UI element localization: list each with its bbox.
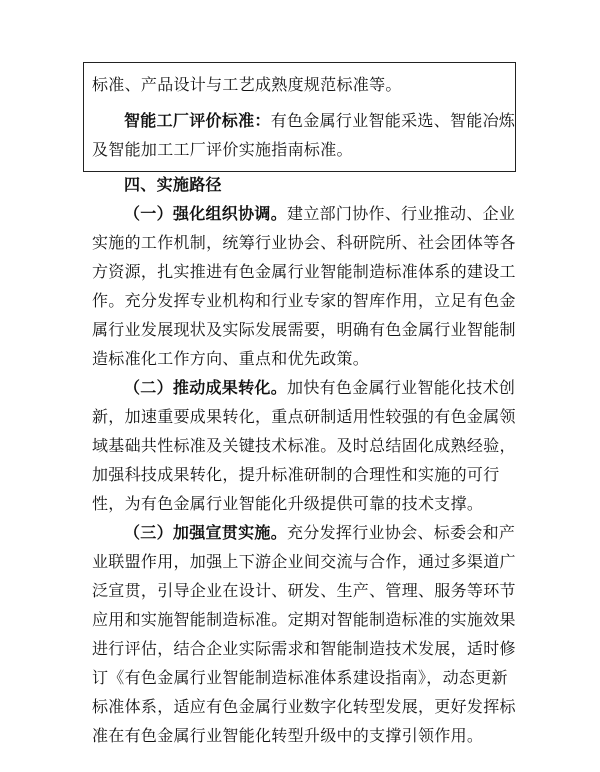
- p1-line-3: 方资源，扎实推进有色金属行业智能制造标准体系的建设工: [92, 262, 516, 281]
- p3-line-4: 应用和实施智能制造标准。定期对智能制造标准的实施效果: [92, 610, 516, 629]
- item-text-2: 及智能加工工厂评价实施指南标准。: [92, 140, 353, 159]
- box-item-line-1: [124, 110, 515, 132]
- p3-text-1: 充分发挥行业协会、标委会和产: [287, 523, 516, 542]
- section-heading: 四、实施路径: [124, 175, 222, 194]
- box-item-line-2: [92, 139, 353, 161]
- p2-line-4: 加强科技成果转化，提升标准研制的合理性和实施的可行: [92, 465, 500, 484]
- box-line-1: [92, 74, 402, 96]
- p1-line-5: 属行业发展现状及实际发展需要，明确有色金属行业智能制: [92, 320, 516, 339]
- p1-title: （一）强化组织协调。: [124, 204, 288, 223]
- p3-line-7: 标准体系，适应有色金属行业数字化转型发展，更好发挥标: [92, 697, 516, 716]
- p1-line-6: 造标准化工作方向、重点和优先政策。: [92, 349, 370, 368]
- p3-line-6: 订《有色金属行业智能制造标准体系建设指南》，动态更新: [92, 668, 508, 687]
- p3-line-1: [124, 522, 515, 544]
- p2-line-3: 域基础共性标准及关键技术标准。及时总结固化成熟经验，: [92, 436, 516, 455]
- p2-title: （二）推动成果转化。: [124, 378, 288, 397]
- p3-line-2: 业联盟作用，加强上下游企业间交流与合作，通过多渠道广: [92, 552, 516, 571]
- p3-line-3: 泛宣贯，引导企业在设计、研发、生产、管理、服务等环节: [92, 581, 516, 600]
- item-title-smart-factory: 智能工厂评价标准：: [124, 111, 271, 130]
- p1-text-1: 建立部门协作、行业推动、企业: [287, 204, 516, 223]
- p2-line-5: 性，为有色金属行业智能化升级提供可靠的技术支撑。: [92, 494, 484, 513]
- p2-line-1: [124, 377, 515, 399]
- item-text-1: 有色金属行业智能采选、智能冶炼: [270, 111, 516, 130]
- p2-line-2: 新，加速重要成果转化，重点研制适用性较强的有色金属领: [92, 407, 516, 426]
- p3-line-5: 进行评估，结合企业实际需求和智能制造技术发展，适时修: [92, 639, 516, 658]
- box-line-1-text: 标准、产品设计与工艺成熟度规范标准等。: [92, 75, 402, 94]
- p2-text-1: 加快有色金属行业智能化技术创: [287, 378, 516, 397]
- p1-line-4: 作。充分发挥专业机构和行业专家的智库作用，立足有色金: [92, 291, 516, 310]
- p1-line-1: [124, 203, 515, 225]
- p1-line-2: 实施的工作机制，统筹行业协会、科研院所、社会团体等各: [92, 233, 516, 252]
- p3-line-8: 准在有色金属行业智能化转型升级中的支撑引领作用。: [92, 726, 484, 745]
- p3-title: （三）加强宣贯实施。: [124, 523, 288, 542]
